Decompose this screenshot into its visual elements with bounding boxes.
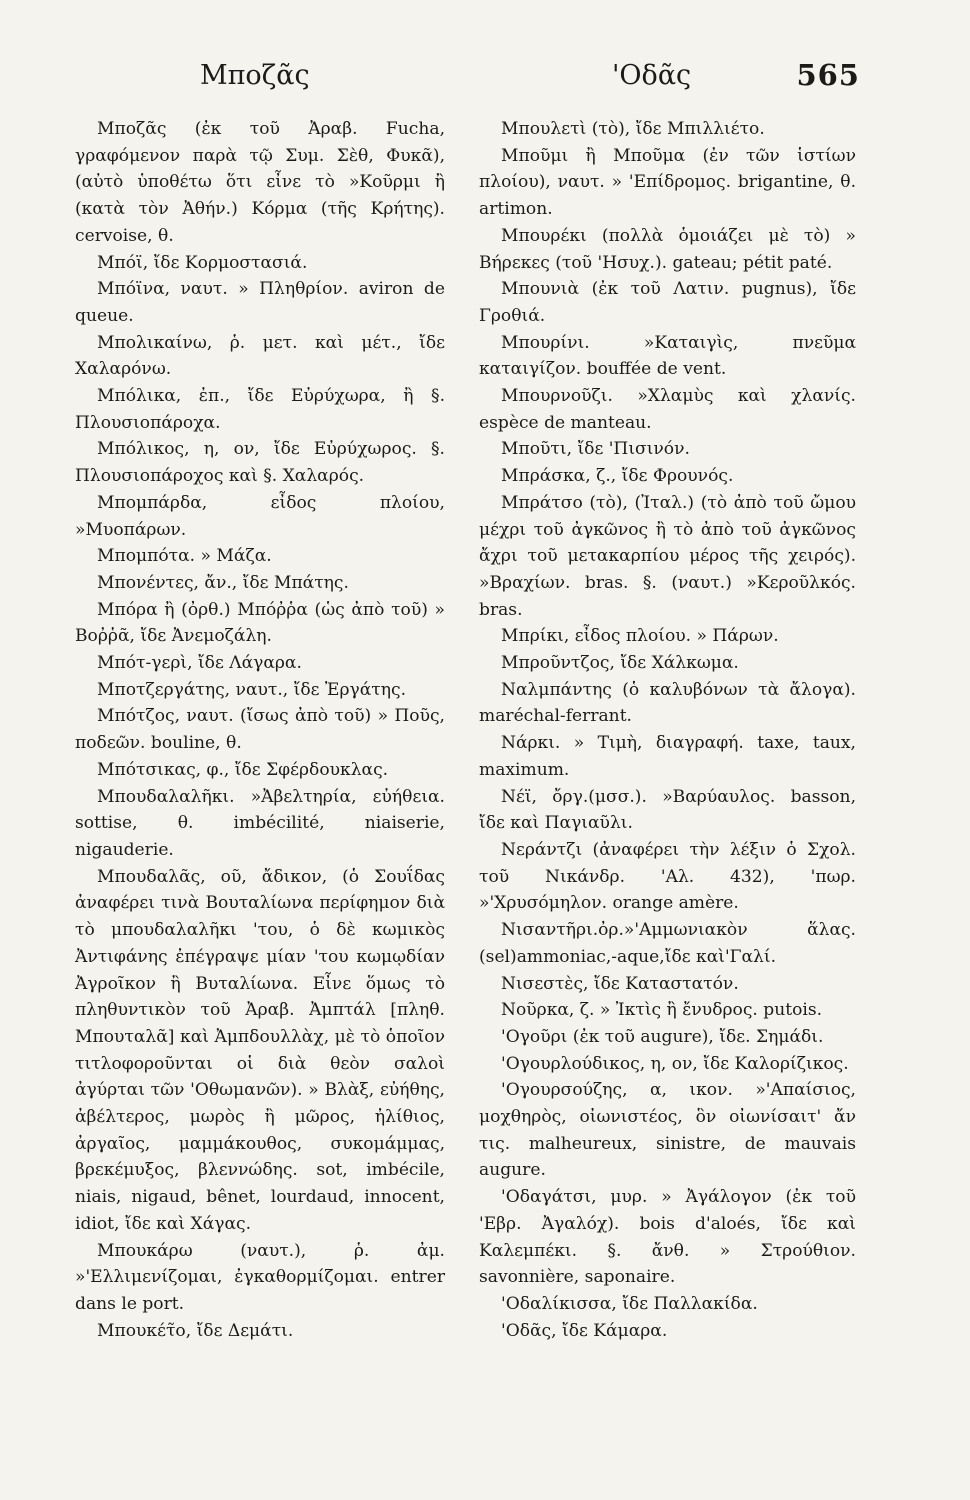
dictionary-entry: Νισεστὲς, ἴδε Καταστατόν. [501,973,739,994]
dictionary-entry: Μπόλικος, η, ον, ἴδε Εὐρύχωρος. §. Πλουσιοπάροχος καὶ §. Χαλαρός. [75,439,445,487]
dictionary-entry: Μπουρέκι (πολλὰ ὁμοιάζει μὲ τὸ) » Βήρεκες (τοῦ 'Ησυχ.). gateau; pétit paté. [479,225,856,273]
dictionary-entry: Μπράτσο (τὸ), (Ἰταλ.) (τὸ ἀπὸ τοῦ ὤμου μέχρι τοῦ ἀγκῶνος ἢ τὸ ἀπὸ τοῦ ἀγκῶνος ἄχρι τοῦ μετακαρπίου μέρος τῆς χειρός). »Βραχίων. bras. §. (ναυτ.) »Κεροῦλκός. bras. [479,492,856,620]
dictionary-entry: Μποῦμι ἢ Μποῦμα (ἐν τῶν ἱστίων πλοίου), ναυτ. » 'Επίδρομος. brigantine, θ. artimon. [479,145,856,220]
dictionary-entry: Μπουνιὰ (ἐκ τοῦ Λατιν. pugnus), ἴδε Γροθιά. [479,279,856,326]
dictionary-entry: Μπουδαλᾶς, οῦ, ἄδικον, (ὁ Σουΐδας ἀναφέρει τινὰ Βουταλίωνα περίφημον διὰ τὸ μπουδαλαλῆκι 'του, ὁ δὲ κωμικὸς Ἀντιφάνης ἐπέγραψε μίαν 'του κωμῳδίαν Ἀγροῖκον ἢ Βυταλίωνα. Εἶνε ὅμως τὸ πληθυντικὸν τοῦ Ἀραβ. Ἀμπτάλ [πληθ. Μπουταλᾶ] καὶ Ἀμπδουλλὰχ, μὲ τὸ ὁποῖον τιτλοφοροῦνται οἱ διὰ θεὸν σαλοὶ ἀγύρται τῶν 'Οθωμανῶν). » Βλὰξ, εὐήθης, ἀβέλτερος, μωρὸς ἢ μῶρος, ἠλίθιος, ἀργαῖος, μαμμάκουθος, συκομάμμας, βρεκέμυξος, βλεννώδης. sot, imbécile, niais, nigaud, bênet, lourdaud, innocent, idiot, ἴδε καὶ Χάγας. [75,866,445,1234]
dictionary-entry: Νισαντῆρι.ὀρ.»'Αμμωνιακὸν ἅλας. (sel)ammoniac,-aque,ἴδε καὶ'Γαλί. [479,920,856,967]
header-first-word: Μποζᾶς [200,60,310,91]
dictionary-entry: Μπόλικα, ἐπ., ἴδε Εὐρύχωρα, ἢ §. Πλουσιοπάροχα. [75,386,445,433]
dictionary-entry: Μπότζος, ναυτ. (ἴσως ἀπὸ τοῦ) » Ποῦς, ποδεῶν. bouline, θ. [75,706,445,754]
dictionary-entry: Μπουρίνι. »Καταιγὶς, πνεῦμα καταιγίζον. bouffée de vent. [479,332,856,380]
dictionary-entry: 'Ογοῦρι (ἐκ τοῦ augure), ἴδε. Σημάδι. [501,1026,824,1047]
right-column [479,116,856,1344]
dictionary-entry: Μπομπότα. » Μάζα. [97,546,272,567]
dictionary-entry: Ναλμπάντης (ὁ καλυβόνων τὰ ἄλογα). maréchal-ferrant. [479,679,856,727]
dictionary-entry: Νάρκι. » Τιμὴ, διαγραφή. taxe, taux, maximum. [479,733,856,780]
dictionary-entry: Μπόϊ, ἴδε Κορμοστασιά. [97,252,308,273]
dictionary-entry: Μπροῦντζος, ἴδε Χάλκωμα. [501,653,739,674]
dictionary-entry: 'Οδᾶς, ἴδε Κάμαρα. [501,1320,668,1341]
dictionary-entry: 'Ογουρλούδικος, η, ον, ἴδε Καλορίζικος. [501,1053,849,1074]
page-header [190,60,860,100]
page-number: 565 [796,58,860,92]
dictionary-entry: Μπουκάρω (ναυτ.), ῥ. ἀμ. »'Ελλιμενίζομαι, ἐγκαθορμίζομαι. entrer dans le port. [75,1240,445,1314]
dictionary-entry: Μπότ-γερὶ, ἴδε Λάγαρα. [97,653,302,674]
dictionary-entry: Μποτζεργάτης, ναυτ., ἴδε Ἐργάτης. [97,679,407,700]
dictionary-entry: Μπόϊνα, ναυτ. » Πληθρίον. aviron de queue. [75,279,445,326]
dictionary-entry: Μπουδαλαλῆκι. »Ἀβελτηρία, εὐήθεια. sottise, θ. imbécilité, niaiserie, nigauderie. [75,786,445,860]
dictionary-entry: Μπρίκι, εἶδος πλοίου. » Πάρων. [501,626,779,647]
dictionary-entry: 'Ογουρσούζης, α, ικον. »'Απαίσιος, μοχθηρὸς, οἰωνιστέος, ὃν οἰωνίσαιτ' ἄν τις. malheureux, sinistre, de mauvais augure. [479,1080,856,1181]
dictionary-entry: 'Οδαγάτσι, μυρ. » Ἀγάλογον (ἐκ τοῦ 'Εβρ. Ἀγαλόχ). bois d'aloés, ἴδε καὶ Καλεμπέκι. §. ἄνθ. » Στρούθιον. savonnière, saponaire. [479,1187,856,1288]
dictionary-entry: Μπόρα ἢ (ὀρθ.) Μπόῤῥα (ὡς ἀπὸ τοῦ) » Βοῤῥᾶ, ἴδε Ἀνεμοζάλη. [75,599,445,647]
dictionary-entry: Νέϊ, ὄργ.(μσσ.). »Βαρύαυλος. basson, ἴδε καὶ Παγιαῦλι. [479,786,856,834]
dictionary-entry: Μπουρνοῦζι. »Χλαμὺς καὶ χλανίς. espèce de manteau. [479,386,856,433]
dictionary-entry: Μπονέντες, ἄν., ἴδε Μπάτης. [97,572,349,593]
dictionary-entry: 'Οδαλίκισσα, ἴδε Παλλακίδα. [501,1293,758,1314]
header-last-word: 'Οδᾶς [612,60,692,91]
dictionary-entry: Νοῦρκα, ζ. » Ἰκτὶς ἢ ἔνυδρος. putois. [501,1000,823,1021]
dictionary-entry: Μπότσικας, φ., ἴδε Σφέρδουκλας. [97,759,389,780]
left-column [75,116,445,1344]
dictionary-entry: Νεράντζι (ἀναφέρει τὴν λέξιν ὁ Σχολ. τοῦ Νικάνδρ. 'Αλ. 432), 'πωρ. »'Χρυσόμηλον. orange amère. [479,839,856,914]
dictionary-entry: Μπουκέτ̃ο, ἴδε Δεμάτι. [97,1320,294,1341]
dictionary-entry: Μπομπάρδα, εἶδος πλοίου, »Μυοπάρων. [75,492,445,540]
dictionary-entry: Μποζᾶς (ἐκ τοῦ Ἀραβ. Fucha, γραφόμενον παρὰ τῷ Συμ. Σὲθ, Φυκᾶ), (αὐτὸ ὑποθέτω ὅτι εἶνε τὸ »Κοῦρμι ἢ (κατὰ τὸν Ἀθήν.) Κόρμα (τῆς Κρήτης). cervoise, θ. [75,119,445,246]
dictionary-entry: Μπράσκα, ζ., ἴδε Φρουνός. [501,466,734,487]
dictionary-entry: Μπολικαίνω, ῥ. μετ. καὶ μέτ., ἴδε Χαλαρόνω. [75,332,445,380]
dictionary-entry: Μπουλετὶ (τὸ), ἴδε Μπιλλιέτο. [501,119,765,139]
dictionary-entry: Μποῦτι, ἴδε 'Πισινόν. [501,439,690,460]
